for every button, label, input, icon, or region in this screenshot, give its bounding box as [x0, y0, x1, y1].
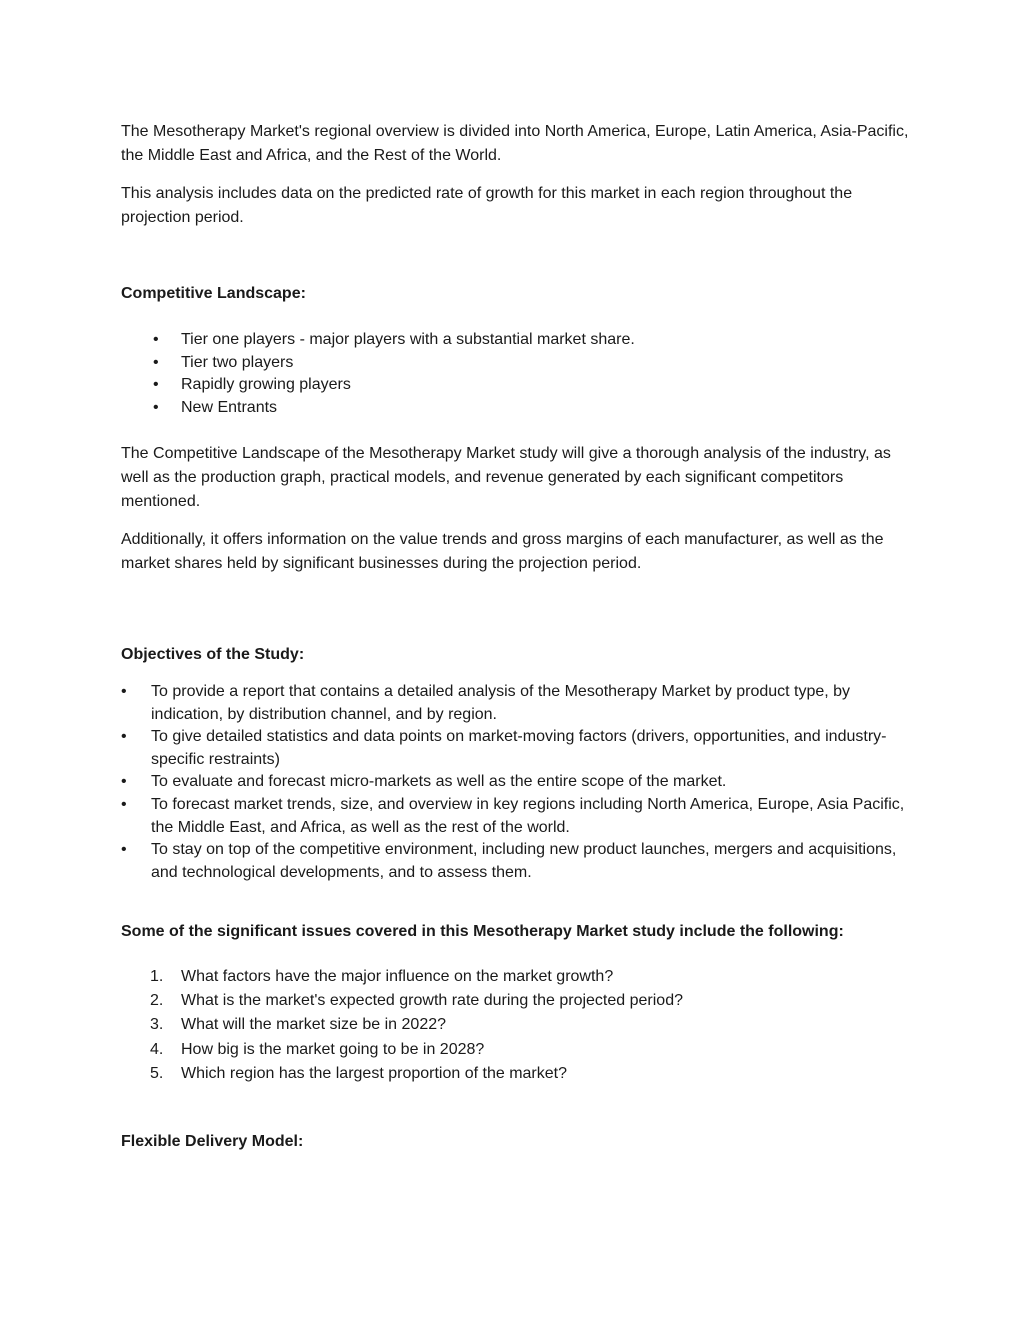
bullet-icon: •: [121, 795, 127, 813]
list-number: 2.: [150, 992, 164, 1010]
list-item: • To evaluate and forecast micro-markets as well as the entire scope of the market.: [121, 771, 911, 794]
issues-heading: Some of the significant issues covered in this Mesotherapy Market study include the following:: [121, 923, 844, 940]
list-number: 5.: [150, 1064, 164, 1082]
bullet-icon: •: [153, 398, 159, 416]
issues-list: [121, 965, 911, 1086]
list-item: • New Entrants: [121, 397, 911, 420]
list-item: • Tier one players - major players with a substantial market share.: [121, 329, 911, 352]
list-item: • Tier two players: [121, 352, 911, 375]
competitive-paragraph-trends: Additionally, it offers information on the value trends and gross margins of each manufacturer, as well as the market shares held by significant businesses during the projection period.: [121, 531, 884, 572]
competitive-paragraph-analysis: The Competitive Landscape of the Mesotherapy Market study will give a thorough analysis of the industry, as well as the production graph, practical models, and revenue generated by each significant competitors mentioned.: [121, 445, 891, 510]
objectives-heading: Objectives of the Study:: [121, 646, 305, 663]
intro-paragraph-regional: The Mesotherapy Market's regional overview is divided into North America, Europe, Latin America, Asia-Pacific, the Middle East and Africa, and the Rest of the World.: [121, 123, 909, 164]
flexible-delivery-heading: Flexible Delivery Model:: [121, 1133, 304, 1150]
bullet-icon: •: [121, 773, 127, 791]
list-item: 4. How big is the market going to be in 2028?: [121, 1038, 911, 1062]
list-item: 1. What factors have the major influence on the market growth?: [121, 965, 911, 989]
list-number: 4.: [150, 1040, 164, 1058]
list-item: 5. Which region has the largest proportion of the market?: [121, 1062, 911, 1086]
list-number: 1.: [150, 968, 164, 985]
list-item: • Rapidly growing players: [121, 374, 911, 397]
bullet-icon: •: [153, 376, 159, 394]
bullet-icon: •: [121, 728, 127, 746]
bullet-icon: •: [121, 841, 127, 859]
competitive-tier-list: [121, 329, 911, 419]
bullet-icon: •: [121, 683, 127, 700]
list-item: 2. What is the market's expected growth rate during the projected period?: [121, 989, 911, 1013]
list-item: • To provide a report that contains a detailed analysis of the Mesotherapy Market by product type, by indication, by distribution channel, and by region.: [121, 683, 851, 723]
competitive-landscape-heading: Competitive Landscape:: [121, 285, 306, 302]
objectives-list: [121, 681, 911, 884]
list-number: 3.: [150, 1016, 164, 1034]
intro-paragraph-growth: This analysis includes data on the predicted rate of growth for this market in each region throughout the projection period.: [121, 185, 853, 226]
list-item: • To give detailed statistics and data points on market-moving factors (drivers, opportunities, and industry-specific restraints): [121, 728, 887, 768]
list-item: • To forecast market trends, size, and overview in key regions including North America, Europe, Asia Pacific, the Middle East, and Africa, as well as the rest of the world.: [121, 795, 905, 836]
list-item: • To stay on top of the competitive environment, including new product launches, mergers and acquisitions, and technological developments, and to assess them.: [121, 841, 897, 881]
list-item: 3. What will the market size be in 2022?: [121, 1013, 911, 1037]
bullet-icon: •: [153, 331, 159, 348]
bullet-icon: •: [153, 353, 159, 371]
